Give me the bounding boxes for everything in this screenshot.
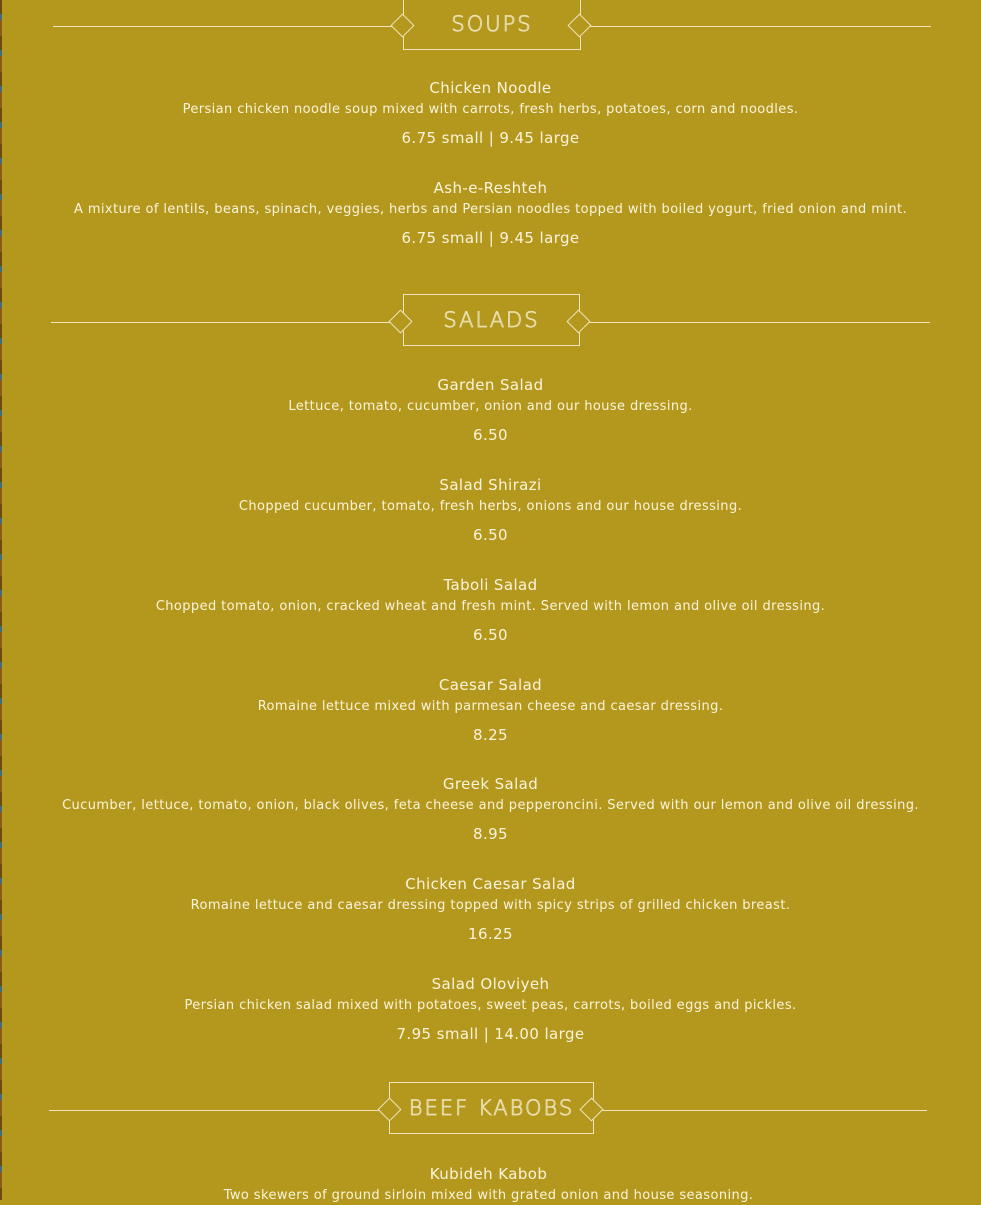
item-price: 8.25 — [473, 726, 508, 744]
item-name: Kubideh Kabob — [429, 1165, 548, 1183]
menu-item — [0, 78, 981, 148]
divider-line-left — [51, 322, 392, 323]
item-name: Salad Shirazi — [439, 476, 542, 494]
item-name: Chicken Caesar Salad — [405, 875, 576, 893]
item-name: Chicken Noodle — [429, 79, 552, 97]
item-name: Salad Oloviyeh — [431, 975, 550, 993]
item-description: Chopped tomato, onion, cracked wheat and fresh mint. Served with lemon and olive oil dressing. — [155, 599, 826, 614]
menu-item — [0, 974, 981, 1044]
item-price: 7.95 small | 14.00 large — [396, 1025, 585, 1043]
item-description: Romaine lettuce mixed with parmesan cheese and caesar dressing. — [257, 699, 724, 714]
item-price: 6.50 — [473, 426, 508, 444]
item-name: Taboli Salad — [443, 576, 538, 594]
item-description: Persian chicken noodle soup mixed with carrots, fresh herbs, potatoes, corn and noodles. — [182, 102, 799, 117]
item-price: 8.95 — [473, 825, 508, 843]
item-name: Ash-e-Reshteh — [433, 179, 548, 197]
divider-line-left — [49, 1110, 380, 1111]
item-price: 16.25 — [468, 925, 513, 943]
menu-item — [0, 675, 981, 745]
divider-line-left — [53, 26, 393, 27]
item-description: Lettuce, tomato, cucumber, onion and our house dressing. — [288, 399, 693, 414]
menu-item — [0, 1164, 979, 1205]
item-description: Persian chicken salad mixed with potatoes, sweet peas, carrots, boiled eggs and pickles. — [184, 998, 797, 1013]
item-description: A mixture of lentils, beans, spinach, veggies, herbs and Persian noodles topped with boiled yogurt, fried onion and mint. — [74, 202, 907, 217]
section-header-soups — [0, 0, 981, 54]
menu-item — [0, 575, 981, 645]
item-name: Caesar Salad — [438, 676, 543, 694]
menu-item — [0, 475, 981, 545]
divider-line-right — [587, 322, 930, 323]
item-price: 6.50 — [473, 626, 508, 644]
section-title-box — [389, 1082, 594, 1134]
section-header-salads — [0, 294, 981, 350]
menu-item — [0, 774, 981, 844]
section-title: SALADS — [443, 308, 540, 332]
menu-item — [0, 178, 981, 248]
section-header-beef-kabobs — [0, 1082, 981, 1138]
item-description: Two skewers of ground sirloin mixed with grated onion and house seasoning. — [223, 1188, 754, 1203]
item-name: Greek Salad — [442, 775, 539, 793]
menu-item — [0, 874, 981, 944]
item-price: 6.50 — [473, 526, 508, 544]
section-title-box — [403, 294, 580, 346]
item-name: Garden Salad — [437, 376, 544, 394]
item-description: Cucumber, lettuce, tomato, onion, black olives, feta cheese and pepperoncini. Served with our lemon and olive oil dressing. — [62, 798, 919, 813]
section-title: BEEF KABOBS — [408, 1096, 575, 1120]
divider-line-right — [588, 26, 931, 27]
section-title: SOUPS — [451, 12, 533, 36]
menu-item — [0, 375, 981, 445]
section-title-box — [403, 0, 581, 50]
item-description: Chopped cucumber, tomato, fresh herbs, onions and our house dressing. — [238, 499, 743, 514]
divider-line-right — [600, 1110, 927, 1111]
item-price: 6.75 small | 9.45 large — [401, 229, 580, 247]
item-description: Romaine lettuce and caesar dressing topped with spicy strips of grilled chicken breast. — [190, 898, 791, 913]
item-price: 6.75 small | 9.45 large — [401, 129, 580, 147]
